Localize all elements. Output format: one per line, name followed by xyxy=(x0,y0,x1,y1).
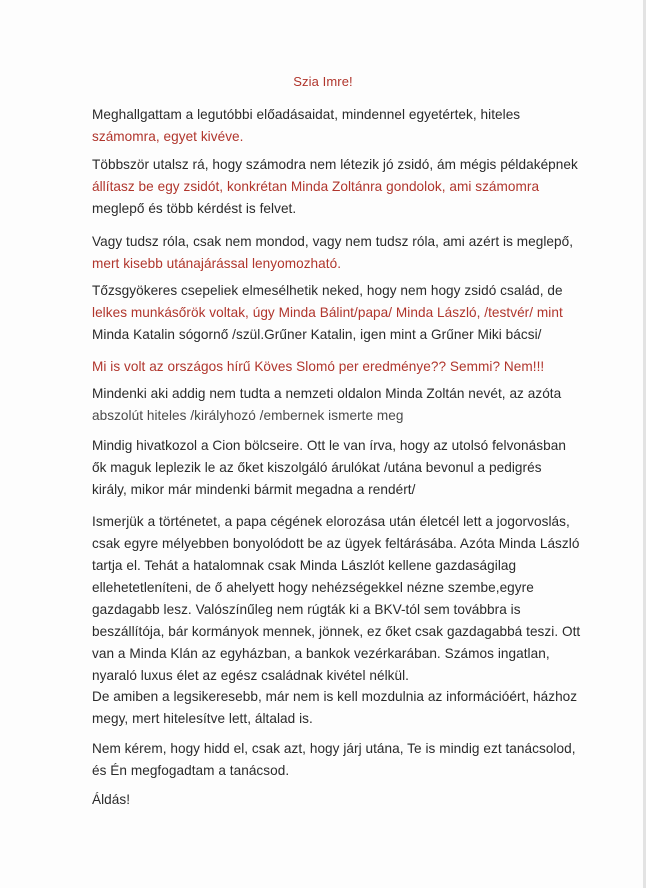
paragraph-2 xyxy=(92,154,592,220)
paragraph-line: számomra, egyet kivéve. xyxy=(92,129,244,144)
paragraph-8 xyxy=(92,511,592,687)
paragraph-line: meglepő és több kérdést is felvet. xyxy=(92,201,297,216)
paragraph-line: király, mikor már mindenki bármit megadna a rendért/ xyxy=(92,482,416,497)
paragraph-line: abszolút hiteles /királyhozó /embernek ismerte meg xyxy=(92,408,404,423)
paragraph-line: csak egyre mélyebben bonyolódott be az ügyek feltárásába. Azóta Minda László xyxy=(92,536,580,551)
paragraph-line: állítasz be egy zsidót, konkrétan Minda Zoltánra gondolok, ami számomra xyxy=(92,179,540,194)
paragraph-line: van a Minda Klán az egyházban, a bankok vezérkarában. Számos ingatlan, xyxy=(92,646,550,661)
paragraph-line: lelkes munkásőrök voltak, úgy Minda Bálint/papa/ Minda László, /testvér/ mint xyxy=(92,305,563,320)
paragraph-line: Mindenki aki addig nem tudta a nemzeti oldalon Minda Zoltán nevét, az azóta xyxy=(92,386,562,401)
paragraph-line: tartja el. Tehát a hatalomnak csak Minda Lászlót kellene gazdaságilag xyxy=(92,558,517,573)
paragraph-line: Nem kérem, hogy hidd el, csak azt, hogy járj utána, Te is mindig ezt tanácsolod, xyxy=(92,741,576,756)
paragraph-line: mert kisebb utánajárással lenyomozható. xyxy=(92,256,342,271)
paragraph-line: ellehetetleníteni, de ő ahelyett hogy nehézségekkel nézne szembe,egyre xyxy=(92,580,534,595)
paragraph-line: Tőzsgyökeres csepeliek elmesélhetik neked, hogy nem hogy zsidó család, de xyxy=(92,283,563,298)
paragraph-line: Minda Katalin sógornő /szül.Grűner Katalin, igen mint a Grűner Miki bácsi/ xyxy=(92,327,542,342)
paragraph-line: megy, mert hitelesítve lett, általad is. xyxy=(92,711,313,726)
paragraph-7 xyxy=(92,435,592,501)
letter-closing xyxy=(92,789,592,811)
paragraph-line: gazdagabb lesz. Valószínűleg nem rúgták ki a BKV-tól sem továbbra is xyxy=(92,602,521,617)
paragraph-3 xyxy=(92,231,592,275)
paragraph-5 xyxy=(92,356,592,378)
paragraph-9 xyxy=(92,686,592,730)
paragraph-line: Vagy tudsz róla, csak nem mondod, vagy nem tudsz róla, ami azért is meglepő, xyxy=(92,234,574,249)
paragraph-1 xyxy=(92,104,592,148)
paragraph-4 xyxy=(92,280,592,346)
paragraph-line: Többször utalsz rá, hogy számodra nem létezik jó zsidó, ám mégis példaképnek xyxy=(92,157,578,172)
paragraph-line: beszállítója, bár kormányok mennek, jönnek, ez őket csak gazdagabbá teszi. Ott xyxy=(92,624,581,639)
letter-greeting: Szia Imre! xyxy=(293,74,353,89)
paragraph-line: De amiben a legsikeresebb, már nem is kell mozdulnia az információért, házhoz xyxy=(92,689,578,704)
paragraph-10 xyxy=(92,738,592,782)
paragraph-line: ők maguk leplezik le az őket kiszolgáló árulókat /utána bevonul a pedigrés xyxy=(92,460,542,475)
paragraph-line: Mindig hivatkozol a Cion bölcseire. Ott le van írva, hogy az utolsó felvonásban xyxy=(92,438,566,453)
paragraph-line: Ismerjük a történetet, a papa cégének elorozása után életcél lett a jogorvoslás, xyxy=(92,514,570,529)
paragraph-line: nyaraló luxus élet az egész családnak kivétel nélkül. xyxy=(92,668,409,683)
paragraph-line: Meghallgattam a legutóbbi előadásaidat, mindennel egyetértek, hiteles xyxy=(92,107,521,122)
paragraph-line: Mi is volt az országos hírű Köves Slomó per eredménye?? Semmi? Nem!!! xyxy=(92,359,545,374)
closing-text: Áldás! xyxy=(92,792,131,807)
paragraph-line: és Én megfogadtam a tanácsod. xyxy=(92,763,290,778)
paragraph-6 xyxy=(92,383,592,427)
